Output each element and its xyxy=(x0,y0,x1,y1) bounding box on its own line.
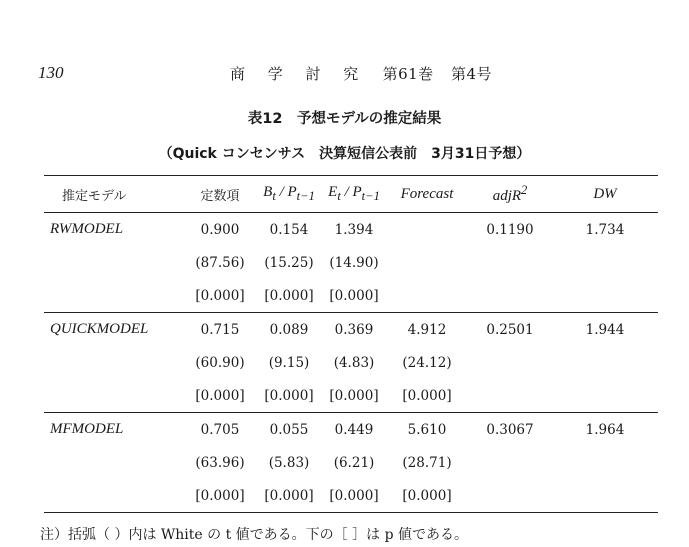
table-cell: 1.964 xyxy=(585,421,625,438)
table-subtitle: （Quick コンセンサス 決算短信公表前 3月31日予想） xyxy=(158,146,531,162)
table-cell: 0.154 xyxy=(269,221,309,238)
col-header-e-over-p: $E_t / P_{t-1}$ xyxy=(322,176,386,213)
table-cell: [0.000] xyxy=(322,279,386,313)
table-cell: 0.089 xyxy=(269,321,309,338)
table-cell: 5.610 xyxy=(407,421,447,438)
table-cell: (6.21) xyxy=(333,454,375,471)
table-cell: 0.705 xyxy=(200,421,240,438)
table-cell: 0.055 xyxy=(269,421,309,438)
model-name-empty xyxy=(44,446,184,479)
table-cell: (28.71) xyxy=(402,454,452,471)
volume: 第61巻 xyxy=(382,65,434,83)
table-cell: [0.000] xyxy=(256,479,322,513)
table-cell: 0.449 xyxy=(334,421,374,438)
table-row xyxy=(44,479,658,513)
table-cell: 0.3067 xyxy=(486,421,534,438)
footnote: 注）括弧（ ）内は White の t 値である。下の［ ］は p 値である。 xyxy=(40,527,468,543)
col-header-b-over-p: $B_t / P_{t-1}$ xyxy=(256,176,322,213)
model-name-empty xyxy=(44,479,184,513)
col-header-dw: DW xyxy=(552,176,658,213)
table-cell: (87.56) xyxy=(195,254,245,271)
table-cell xyxy=(386,246,468,279)
table-cell xyxy=(468,479,552,513)
table-cell xyxy=(552,446,658,479)
table-body xyxy=(44,213,658,513)
table-cell xyxy=(552,279,658,313)
table-cell: (5.83) xyxy=(268,454,310,471)
issue: 第4号 xyxy=(450,65,493,83)
table-cell: (4.83) xyxy=(333,354,375,371)
table-cell xyxy=(386,213,468,247)
model-name-empty xyxy=(44,346,184,379)
model-name-cell: RWMODEL xyxy=(50,221,124,237)
model-name-empty xyxy=(44,246,184,279)
table-cell: 0.369 xyxy=(334,321,374,338)
col-header-constant: 定数項 xyxy=(184,176,256,213)
table-cell: 1.944 xyxy=(585,321,625,338)
table-cell: (60.90) xyxy=(195,354,245,371)
table-row xyxy=(44,446,658,479)
table-cell: [0.000] xyxy=(184,379,256,413)
table-cell xyxy=(468,379,552,413)
table-cell: (63.96) xyxy=(195,454,245,471)
running-head xyxy=(230,63,492,84)
table-cell: [0.000] xyxy=(386,479,468,513)
table-cell: 0.2501 xyxy=(486,321,534,338)
model-name-cell: QUICKMODEL xyxy=(50,321,149,337)
table-cell: (9.15) xyxy=(268,354,310,371)
table-cell xyxy=(552,246,658,279)
table-cell xyxy=(552,379,658,413)
header-row xyxy=(44,176,658,213)
table-cell: [0.000] xyxy=(386,379,468,413)
table-row xyxy=(44,213,658,247)
col-header-model: 推定モデル xyxy=(44,176,184,213)
table-row xyxy=(44,346,658,379)
table-cell: [0.000] xyxy=(322,379,386,413)
table-cell xyxy=(386,279,468,313)
table-cell: 0.715 xyxy=(200,321,240,338)
table-cell: [0.000] xyxy=(322,479,386,513)
table-cell: [0.000] xyxy=(256,379,322,413)
table-cell xyxy=(552,346,658,379)
col-header-forecast: Forecast xyxy=(386,176,468,213)
table-cell: (15.25) xyxy=(264,254,314,271)
table-cell: (24.12) xyxy=(402,354,452,371)
model-name-empty xyxy=(44,379,184,413)
table-cell: 0.1190 xyxy=(486,221,534,238)
table-row xyxy=(44,313,658,347)
table-row xyxy=(44,246,658,279)
table-cell: (14.90) xyxy=(329,254,379,271)
col-header-adjr2: adjR$^2$ xyxy=(468,176,552,213)
table-row xyxy=(44,379,658,413)
results-table xyxy=(44,175,658,513)
model-name-cell: MFMODEL xyxy=(50,421,124,437)
table-cell xyxy=(468,446,552,479)
table-cell xyxy=(468,246,552,279)
table-cell: 4.912 xyxy=(407,321,447,338)
table-cell: [0.000] xyxy=(184,279,256,313)
table-cell xyxy=(468,346,552,379)
table-cell: [0.000] xyxy=(184,479,256,513)
table-cell: [0.000] xyxy=(256,279,322,313)
table-cell: 1.394 xyxy=(334,221,374,238)
page-number: 130 xyxy=(38,63,64,82)
table-row xyxy=(44,413,658,447)
journal-name: 商 学 討 究 xyxy=(230,65,368,83)
table-cell xyxy=(552,479,658,513)
table-title: 表12 予想モデルの推定結果 xyxy=(247,111,442,127)
table-row xyxy=(44,279,658,313)
table-cell: 1.734 xyxy=(585,221,625,238)
table-cell: 0.900 xyxy=(200,221,240,238)
table-cell xyxy=(468,279,552,313)
model-name-empty xyxy=(44,279,184,313)
